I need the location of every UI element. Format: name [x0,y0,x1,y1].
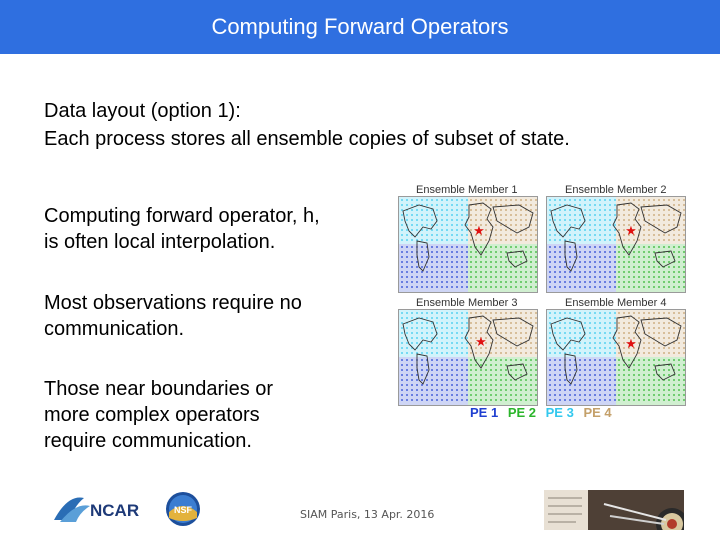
bullet-forward-operator [44,203,320,255]
bullet-boundaries [44,376,273,454]
pe-legend [470,405,618,420]
bullet-2-line-1: Most observations require no [44,292,302,314]
bullet-3-line-1: Those near boundaries or [44,378,274,400]
bullet-2-line-2: communication. [44,318,185,340]
pe-region-3 [399,244,468,292]
pe-2-label: PE 2 [507,405,536,420]
ensemble-member-1-map [398,196,538,293]
pe-1-label: PE 1 [470,405,499,420]
member-1-label: Ensemble Member 1 [416,184,518,196]
observation-star-icon: ★ [475,335,487,350]
layout-line-1: Data layout (option 1): [44,100,241,122]
observation-star-icon: ★ [473,224,485,239]
pe-4-label: PE 4 [583,405,612,420]
footer-text: SIAM Paris, 13 Apr. 2016 [300,508,435,521]
bullet-observations [44,290,302,342]
slide-title: Computing Forward Operators [211,14,509,39]
member-2-label: Ensemble Member 2 [565,184,667,196]
pe-region-3 [547,357,616,405]
pe-region-3 [547,244,616,292]
nsf-logo-text: NSF [174,505,192,515]
title-bar [0,0,720,54]
bullet-1-line-2: is often local interpolation. [44,231,276,253]
data-layout-text [44,97,570,153]
layout-line-2: Each process stores all ensemble copies of subset of state. [44,128,570,150]
bullet-1-line-1: Computing forward operator, h, [44,205,320,227]
pe-region-3 [399,357,468,405]
ensemble-member-4-map [546,309,686,406]
ensemble-member-3-map [398,309,538,406]
member-4-label: Ensemble Member 4 [565,297,667,309]
pe-3-label: PE 3 [545,405,574,420]
observation-star-icon: ★ [625,337,637,352]
dart-logo [544,490,684,530]
ncar-logo-text: NCAR [90,501,140,520]
nsf-logo [164,490,202,528]
bullet-3-line-2: more complex operators [44,404,260,426]
ncar-logo [54,492,154,526]
ensemble-member-2-map [546,196,686,293]
observation-star-icon: ★ [625,224,637,239]
member-3-label: Ensemble Member 3 [416,297,518,309]
bullet-3-line-3: require communication. [44,430,252,452]
